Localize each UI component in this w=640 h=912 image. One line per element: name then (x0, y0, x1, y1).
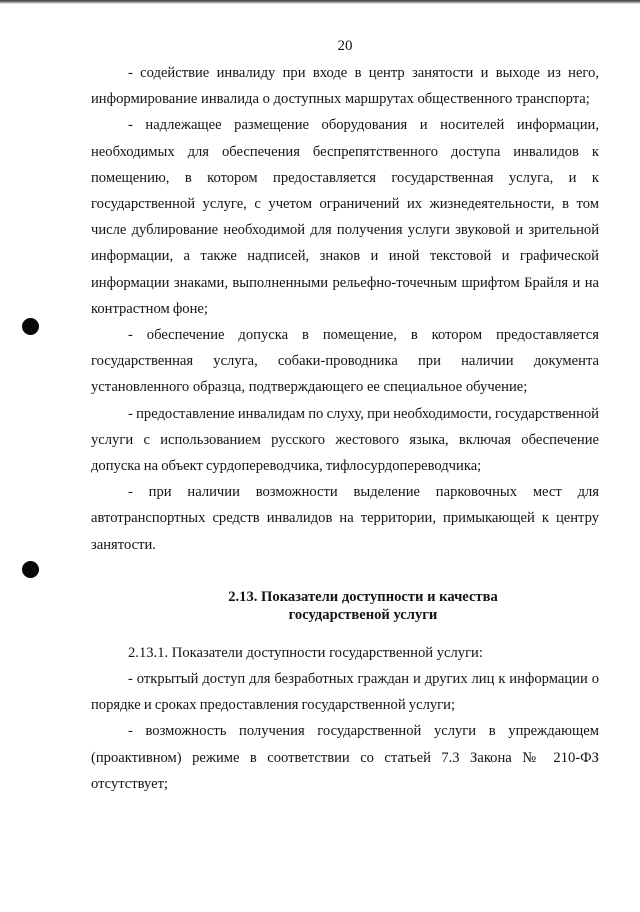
scan-top-edge (0, 0, 640, 4)
section-heading-line-2: государственой услуги (288, 606, 438, 623)
page-number: 20 (337, 38, 353, 54)
binder-hole-top (22, 318, 39, 335)
paragraph-assistance-entry: - содействие инвалиду при входе в центр занятости и выходе из него, информирование инвалида о доступных маршрутах общественного транспорта; (91, 65, 599, 108)
paragraph-sign-language: - предоставление инвалидам по слуху, при необходимости, государственной услуги с использованием русского жестового языка, включая обеспечение допуска на объект сурдопереводчика, тифлосурдопереводчика; (91, 405, 599, 475)
paragraph-open-access: - открытый доступ для безработных граждан и других лиц к информации о порядке и сроках предоставления государственной услуги; (91, 671, 599, 714)
section-heading-line-1: 2.13. Показатели доступности и качества (228, 588, 498, 605)
document-body (91, 60, 599, 797)
paragraph-accessibility-indicators: 2.13.1. Показатели доступности государственной услуги: (128, 644, 483, 661)
paragraph-guide-dog-access: - обеспечение допуска в помещение, в котором предоставляется государственная услуга, собаки-проводника при наличии документа установленного образца, подтверждающего ее специальное обучение; (91, 327, 599, 396)
binder-hole-bottom (22, 561, 39, 578)
paragraph-proactive-mode: - возможность получения государственной услуги в упреждающем (проактивном) режиме в соответствии со статьей 7.3 Закона № 210-ФЗ отсутствует; (91, 723, 599, 792)
paragraph-equipment-placement: - надлежащее размещение оборудования и носителей информации, необходимых для обеспечения беспрепятственного доступа инвалидов к помещению, в котором предоставляется государственная услуга, и к государственной услуге, с учетом ограничений их жизнедеятельности, в том числе дублирование необходимой для получения услуги звуковой и зрительной информации, а также надписей, знаков и иной текстовой и графической информации знаками, выполненными рельефно-точечным шрифтом Брайля и на контрастном фоне; (91, 117, 599, 317)
paragraph-parking: - при наличии возможности выделение парковочных мест для автотранспортных средств инвалидов на территории, примыкающей к центру занятости. (91, 484, 599, 553)
section-heading (91, 588, 599, 624)
